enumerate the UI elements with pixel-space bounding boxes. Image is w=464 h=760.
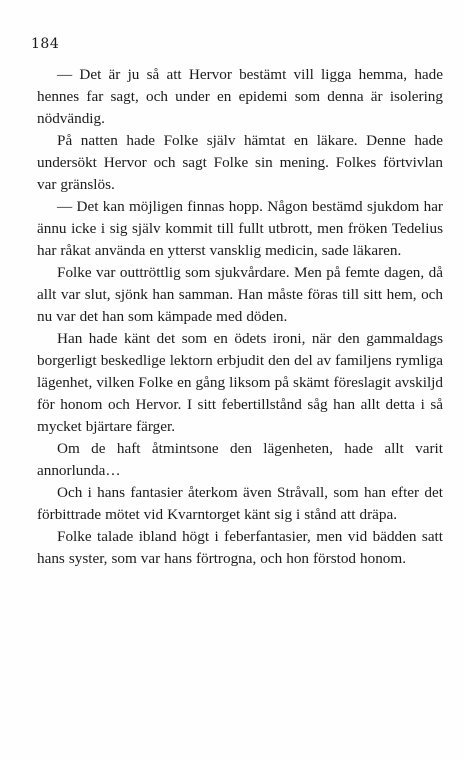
paragraph-6: Om de haft åtmintsone den lägenheten, hade allt varit annorlunda… [37,440,443,479]
paragraph-8: Folke talade ibland högt i feberfantasier, men vid bädden satt hans syster, som var hans förtrogna, och hon förstod honom. [37,528,443,567]
paragraph-7: Och i hans fantasier återkom även Stråvall, som han efter det förbittrade mötet vid Kvarntorget känt sig i stånd att dräpa. [37,484,443,523]
paragraph-5: Han hade känt det som en ödets ironi, när den gammaldags borgerligt beskedlige lektorn erbjudit den del av familjens rymliga lägenhet, vilken Folke en gång liksom på skämt föreslagit avskiljd för honom och Hervor. I sitt febertillstånd såg han allt detta i så mycket bjärtare färger. [37,330,443,435]
paragraph-2: På natten hade Folke själv hämtat en läkare. Denne hade undersökt Hervor och sagt Folke sin mening. Folkes förtvivlan var gränslös. [37,132,443,193]
page-number: 184 [31,36,60,52]
paragraph-1: — Det är ju så att Hervor bestämt vill ligga hemma, hade hennes far sagt, och under en epidemi som denna är isolering nödvändig. [37,66,443,127]
paragraph-4: Folke var outtröttlig som sjukvårdare. Men på femte dagen, då allt var slut, sjönk han samman. Han måste föras till sitt hem, och nu var det han som kämpade med döden. [37,264,443,325]
paragraph-3: — Det kan möjligen finnas hopp. Någon bestämd sjukdom har ännu icke i sig själv kommit till fullt utbrott, men fröken Tedelius har råkat använda en ytterst vansklig medicin, sade läkaren. [37,198,443,259]
body-text [37,64,443,570]
